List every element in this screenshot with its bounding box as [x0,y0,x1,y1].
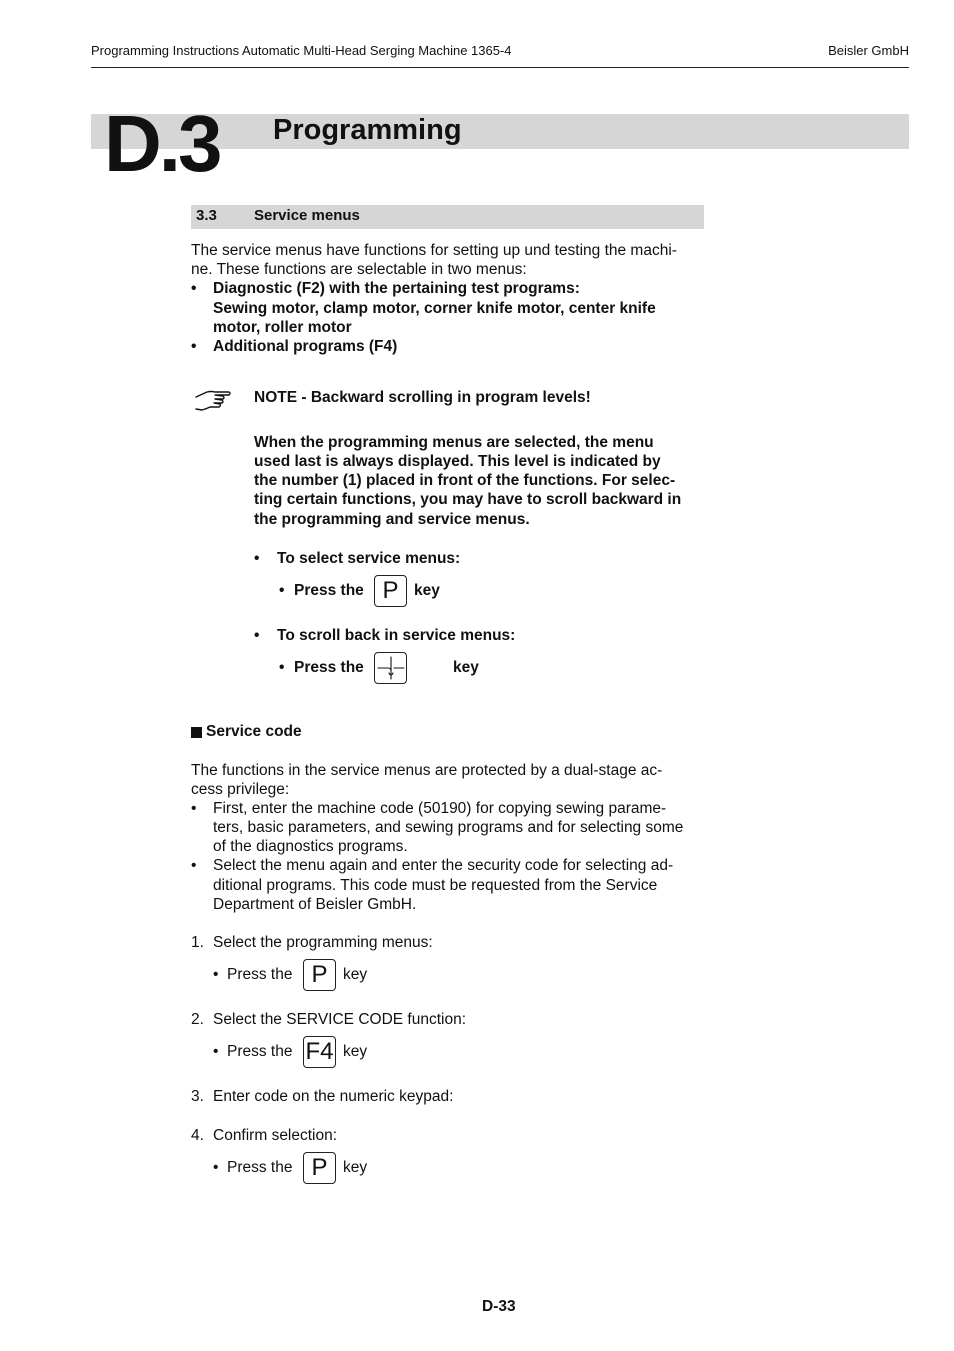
press-the-label: Press the [294,582,364,599]
bullet: • [279,582,285,599]
key-label: key [343,1043,368,1060]
bullet: • [191,338,197,355]
bullet: • [213,966,219,983]
key-label: key [343,966,368,983]
press-the-label: Press the [227,966,293,983]
page-number: D-33 [482,1298,516,1315]
section-number: 3.3 [196,207,217,224]
intro-line: ne. These functions are selectable in two menus: [191,261,527,278]
bullet: • [254,550,260,567]
machine-code-text: ters, basic parameters, and sewing programs and for selecting some [213,819,684,836]
bullet: • [279,659,285,676]
key-label: key [414,582,440,599]
press-the-label: Press the [227,1043,293,1060]
security-code-text: Department of Beisler GmbH. [213,896,417,913]
scroll-back-heading: To scroll back in service menus: [277,627,516,644]
note-title: NOTE - Backward scrolling in program levels! [254,389,591,406]
step-number: 3. [191,1088,204,1105]
note-line: When the programming menus are selected, the menu [254,434,654,451]
key-label: key [343,1159,368,1176]
bullet: • [213,1043,219,1060]
security-code-text: ditional programs. This code must be requested from the Service [213,877,658,894]
p-key: P [303,1152,336,1184]
step-text: Enter code on the numeric keypad: [213,1088,454,1105]
machine-code-text: First, enter the machine code (50190) for copying sewing parame- [213,800,667,817]
company-name: Beisler GmbH [828,43,909,58]
needle-icon [376,654,406,682]
menu-item-diagnostic: Diagnostic (F2) with the pertaining test programs: [213,280,580,297]
section-title: Service menus [254,207,360,224]
note-line: the number (1) placed in front of the functions. For selec- [254,472,676,489]
key-label: key [453,659,479,676]
machine-code-text: of the diagnostics programs. [213,838,408,855]
menu-item-additional: Additional programs (F4) [213,338,398,355]
service-code-heading: Service code [206,723,302,740]
bullet: • [191,800,197,817]
service-code-intro: The functions in the service menus are protected by a dual-stage ac- [191,762,663,779]
bullet: • [213,1159,219,1176]
chapter-title: Programming [273,114,462,146]
bullet: • [254,627,260,644]
service-code-intro: cess privilege: [191,781,290,798]
note-line: the programming and service menus. [254,511,530,528]
press-the-label: Press the [294,659,364,676]
document-title: Programming Instructions Automatic Multi-Head Serging Machine 1365-4 [91,43,512,58]
chapter-number: D.3 [104,99,220,188]
pointing-hand-icon [193,388,233,417]
menu-item-diagnostic-detail: Sewing motor, clamp motor, corner knife motor, center knife [213,300,656,317]
step-number: 2. [191,1011,204,1028]
intro-line: The service menus have functions for setting up und testing the machi- [191,242,677,259]
step-text: Select the SERVICE CODE function: [213,1011,466,1028]
header-rule [91,67,909,68]
step-text: Select the programming menus: [213,934,433,951]
step-text: Confirm selection: [213,1127,338,1144]
note-line: used last is always displayed. This level is indicated by [254,453,661,470]
select-service-heading: To select service menus: [277,550,461,567]
bullet: • [191,280,197,297]
step-number: 1. [191,934,204,951]
f4-key: F4 [303,1036,336,1068]
step-number: 4. [191,1127,204,1144]
square-bullet-icon [191,727,202,738]
security-code-text: Select the menu again and enter the security code for selecting ad- [213,857,674,874]
p-key: P [374,575,407,607]
bullet: • [191,857,197,874]
press-the-label: Press the [227,1159,293,1176]
menu-item-diagnostic-detail: motor, roller motor [213,319,352,336]
p-key: P [303,959,336,991]
needle-key [374,652,407,684]
note-line: ting certain functions, you may have to scroll backward in [254,491,682,508]
